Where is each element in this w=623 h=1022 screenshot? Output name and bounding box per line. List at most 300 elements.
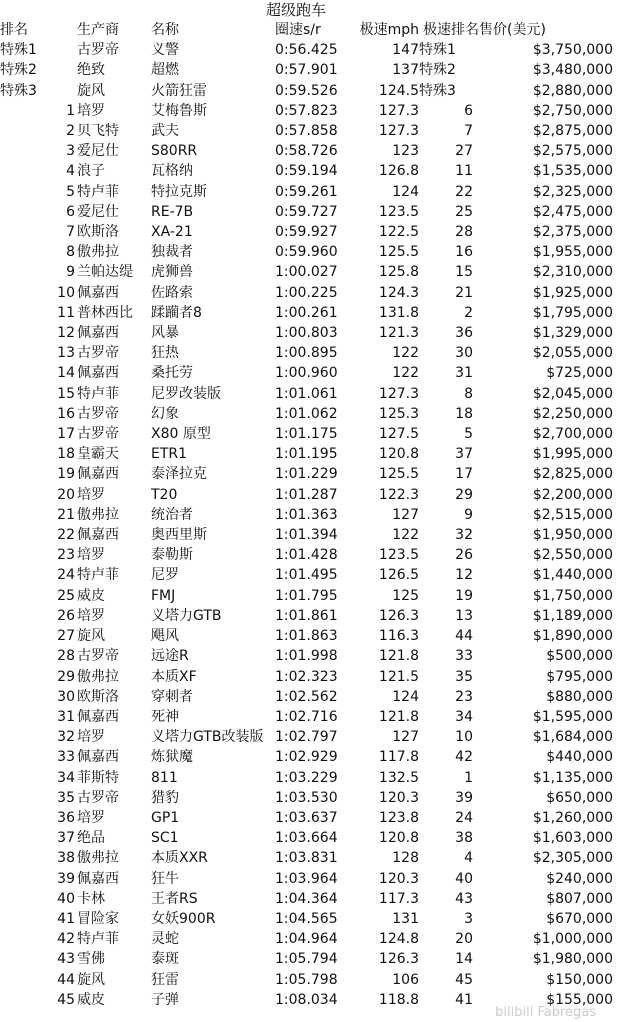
cell-price: $240,000 [546, 870, 613, 887]
cell-speed: 126.3 [378, 607, 419, 624]
table-row [0, 505, 623, 525]
cell-speed: 127.3 [378, 102, 419, 119]
cell-speed-rank: 39 [455, 789, 473, 806]
cell-name: SC1 [151, 830, 179, 847]
cell-maker: 佩嘉西 [77, 527, 119, 544]
cell-rank: 特殊3 [0, 82, 37, 99]
cell-rank: 4 [66, 163, 75, 180]
cell-name: RE-7B [151, 203, 194, 220]
cell-maker: 雪佛 [77, 951, 105, 968]
cell-lap: 0:59.194 [275, 163, 338, 180]
cell-rank: 41 [57, 910, 75, 927]
table-row [0, 121, 623, 141]
cell-rank: 36 [57, 809, 75, 826]
cell-name: 飓风 [151, 628, 179, 645]
cell-name: 义警 [151, 42, 179, 59]
cell-maker: 培罗 [77, 486, 105, 503]
cell-speed-rank: 40 [455, 870, 473, 887]
cell-name: 死神 [151, 708, 179, 725]
cell-lap: 1:01.863 [275, 628, 338, 645]
cell-maker: 傲弗拉 [77, 668, 119, 685]
cell-price: $2,515,000 [532, 506, 613, 523]
table-row [0, 363, 623, 383]
cell-lap: 0:57.858 [275, 123, 338, 140]
cell-maker: 普林西比 [77, 304, 133, 321]
cell-lap: 1:03.229 [275, 769, 338, 786]
cell-rank: 12 [57, 325, 75, 342]
table-row [0, 687, 623, 707]
cell-speed-rank: 7 [464, 123, 473, 140]
cell-speed-rank: 33 [455, 648, 473, 665]
cell-price: $2,875,000 [532, 123, 613, 140]
header-rank: 排名 [0, 22, 28, 38]
cell-price: $150,000 [546, 971, 613, 988]
cell-speed: 128 [392, 850, 419, 867]
cell-speed-rank: 26 [455, 547, 473, 564]
cell-maker: 浪子 [77, 163, 105, 180]
cell-lap: 0:59.960 [275, 244, 338, 261]
cell-speed-rank: 8 [464, 385, 473, 402]
sheet-title [0, 0, 600, 20]
watermark: bilibili Fabregas [495, 1005, 596, 1020]
cell-rank: 44 [57, 971, 75, 988]
table-row [0, 707, 623, 727]
cell-price: $1,329,000 [532, 325, 613, 342]
cell-name: 泰泽拉克 [151, 466, 207, 483]
cell-speed-rank: 9 [464, 506, 473, 523]
cell-maker: 傲弗拉 [77, 244, 119, 261]
cell-speed: 117.3 [378, 890, 419, 907]
cell-rank: 17 [57, 426, 75, 443]
cell-price: $1,000,000 [532, 931, 613, 948]
cell-speed-rank: 31 [455, 365, 473, 382]
cell-maker: 古罗帝 [77, 405, 119, 422]
cell-rank: 43 [57, 951, 75, 968]
cell-maker: 佩嘉西 [77, 466, 119, 483]
table-row [0, 323, 623, 343]
table-row [0, 40, 623, 60]
cell-rank: 29 [57, 668, 75, 685]
table-row [0, 606, 623, 626]
table-row [0, 869, 623, 889]
cell-rank: 10 [57, 284, 75, 301]
cell-lap: 1:01.428 [275, 547, 338, 564]
cell-speed-rank: 41 [455, 991, 473, 1008]
cell-speed: 131.8 [378, 304, 419, 321]
cell-speed: 126.3 [378, 951, 419, 968]
cell-lap: 1:01.795 [275, 587, 338, 604]
cell-lap: 1:00.027 [275, 264, 338, 281]
cell-lap: 0:56.425 [275, 42, 338, 59]
cell-lap: 1:03.964 [275, 870, 338, 887]
header-speed: 极速mph [359, 22, 419, 38]
cell-maker: 培罗 [77, 729, 105, 746]
cell-maker: 佩嘉西 [77, 749, 119, 766]
cell-name: 艾梅鲁斯 [151, 102, 207, 119]
cell-name: 远途R [151, 648, 189, 665]
cell-maker: 特卢菲 [77, 931, 119, 948]
table-row [0, 343, 623, 363]
cell-lap: 1:01.195 [275, 446, 338, 463]
cell-speed-rank: 38 [455, 830, 473, 847]
cell-lap: 1:02.716 [275, 708, 338, 725]
cell-rank: 28 [57, 648, 75, 665]
cell-speed: 127.5 [378, 426, 419, 443]
cell-price: $2,750,000 [532, 102, 613, 119]
cell-price: $807,000 [546, 890, 613, 907]
cell-rank: 24 [57, 567, 75, 584]
table-row [0, 182, 623, 202]
cell-speed-rank: 12 [455, 567, 473, 584]
cell-price: $1,795,000 [532, 304, 613, 321]
cell-speed-rank: 44 [455, 628, 473, 645]
cell-lap: 1:02.929 [275, 749, 338, 766]
table-row [0, 768, 623, 788]
table-row [0, 242, 623, 262]
cell-speed-rank: 1 [464, 769, 473, 786]
table-row [0, 586, 623, 606]
cell-name: 王者RS [151, 890, 198, 907]
cell-lap: 1:02.323 [275, 668, 338, 685]
cell-price: $2,310,000 [532, 264, 613, 281]
cell-price: $795,000 [546, 668, 613, 685]
cell-lap: 1:03.831 [275, 850, 338, 867]
cell-speed-rank: 18 [455, 405, 473, 422]
cell-lap: 1:04.964 [275, 931, 338, 948]
cell-maker: 特卢菲 [77, 567, 119, 584]
cell-name: 本质XF [151, 668, 197, 685]
table-row [0, 646, 623, 666]
cell-price: $500,000 [546, 648, 613, 665]
cell-rank: 20 [57, 486, 75, 503]
cell-lap: 1:01.175 [275, 426, 338, 443]
cell-speed: 147 [392, 42, 419, 59]
cell-rank: 11 [57, 304, 75, 321]
cell-speed: 124.5 [378, 82, 419, 99]
cell-price: $2,200,000 [532, 486, 613, 503]
cell-speed: 124 [392, 688, 419, 705]
cell-price: $1,925,000 [532, 284, 613, 301]
cell-speed: 122 [392, 365, 419, 382]
cell-speed-rank: 特殊2 [419, 62, 456, 79]
cell-price: $155,000 [546, 991, 613, 1008]
cell-speed-rank: 3 [464, 910, 473, 927]
table-row [0, 889, 623, 909]
cell-speed: 125.5 [378, 244, 419, 261]
cell-rank: 特殊1 [0, 42, 37, 59]
cell-speed-rank: 23 [455, 688, 473, 705]
cell-maker: 绝品 [77, 830, 105, 847]
cell-rank: 27 [57, 628, 75, 645]
cell-speed-rank: 21 [455, 284, 473, 301]
table-row [0, 464, 623, 484]
cell-maker: 古罗帝 [77, 42, 119, 59]
cell-speed-rank: 4 [464, 850, 473, 867]
cell-speed: 125.8 [378, 264, 419, 281]
table-row [0, 949, 623, 969]
cell-maker: 佩嘉西 [77, 365, 119, 382]
cell-price: $2,880,000 [532, 82, 613, 99]
cell-maker: 威皮 [77, 991, 105, 1008]
table-row [0, 161, 623, 181]
cell-speed-rank: 10 [455, 729, 473, 746]
cell-lap: 1:03.530 [275, 789, 338, 806]
supercar-table [0, 20, 623, 1010]
cell-maker: 特卢菲 [77, 385, 119, 402]
cell-rank: 45 [57, 991, 75, 1008]
cell-lap: 1:03.664 [275, 830, 338, 847]
cell-name: X80 原型 [151, 426, 211, 443]
cell-speed-rank: 43 [455, 890, 473, 907]
cell-rank: 15 [57, 385, 75, 402]
table-row [0, 788, 623, 808]
cell-rank: 23 [57, 547, 75, 564]
cell-lap: 0:59.261 [275, 183, 338, 200]
cell-price: $1,135,000 [532, 769, 613, 786]
cell-speed-rank: 17 [455, 466, 473, 483]
cell-speed: 121.8 [378, 708, 419, 725]
cell-speed-rank: 30 [455, 345, 473, 362]
cell-maker: 佩嘉西 [77, 708, 119, 725]
cell-maker: 傲弗拉 [77, 506, 119, 523]
cell-rank: 35 [57, 789, 75, 806]
table-row [0, 667, 623, 687]
cell-maker: 菲斯特 [77, 769, 119, 786]
cell-speed-rank: 45 [455, 971, 473, 988]
table-row [0, 747, 623, 767]
cell-name: T20 [151, 486, 178, 503]
cell-speed: 120.3 [378, 870, 419, 887]
cell-name: 义塔力GTB改装版 [151, 729, 264, 746]
table-row [0, 101, 623, 121]
table-row [0, 444, 623, 464]
cell-speed: 106 [392, 971, 419, 988]
sheet-title-text: 超级跑车 [266, 1, 327, 19]
cell-maker: 古罗帝 [77, 426, 119, 443]
cell-price: $1,995,000 [532, 446, 613, 463]
cell-rank: 2 [66, 123, 75, 140]
cell-speed: 125.3 [378, 405, 419, 422]
cell-speed: 123.8 [378, 809, 419, 826]
cell-rank: 32 [57, 729, 75, 746]
cell-price: $2,375,000 [532, 224, 613, 241]
cell-lap: 1:04.364 [275, 890, 338, 907]
cell-price: $880,000 [546, 688, 613, 705]
table-row [0, 424, 623, 444]
cell-speed: 121.3 [378, 325, 419, 342]
cell-lap: 1:05.798 [275, 971, 338, 988]
cell-price: $1,595,000 [532, 708, 613, 725]
cell-speed: 132.5 [378, 769, 419, 786]
cell-price: $3,480,000 [532, 62, 613, 79]
cell-name: 虎狮兽 [151, 264, 193, 281]
cell-price: $1,260,000 [532, 809, 613, 826]
cell-rank: 33 [57, 749, 75, 766]
cell-speed-rank: 28 [455, 224, 473, 241]
cell-maker: 威皮 [77, 587, 105, 604]
cell-price: $650,000 [546, 789, 613, 806]
cell-speed-rank: 14 [455, 951, 473, 968]
cell-lap: 1:08.034 [275, 991, 338, 1008]
table-row [0, 485, 623, 505]
table-row [0, 626, 623, 646]
cell-name: 蹂躏者8 [151, 304, 202, 321]
cell-rank: 19 [57, 466, 75, 483]
cell-lap: 1:00.261 [275, 304, 338, 321]
table-row [0, 222, 623, 242]
cell-maker: 兰帕达缇 [77, 264, 133, 281]
table-row [0, 727, 623, 747]
cell-maker: 特卢菲 [77, 183, 119, 200]
cell-rank: 16 [57, 405, 75, 422]
cell-rank: 13 [57, 345, 75, 362]
cell-lap: 1:00.803 [275, 325, 338, 342]
header-lap: 圈速s/r [275, 22, 321, 38]
cell-speed-rank: 11 [455, 163, 473, 180]
table-row [0, 545, 623, 565]
table-row [0, 970, 623, 990]
cell-speed-rank: 24 [455, 809, 473, 826]
cell-rank: 31 [57, 708, 75, 725]
cell-price: $1,955,000 [532, 244, 613, 261]
cell-name: ETR1 [151, 446, 188, 463]
cell-speed-rank: 35 [455, 668, 473, 685]
cell-price: $1,603,000 [532, 830, 613, 847]
cell-rank: 3 [66, 143, 75, 160]
cell-speed: 120.3 [378, 789, 419, 806]
cell-lap: 1:01.061 [275, 385, 338, 402]
cell-price: $1,189,000 [532, 607, 613, 624]
cell-speed: 123.5 [378, 203, 419, 220]
cell-price: $440,000 [546, 749, 613, 766]
cell-rank: 26 [57, 607, 75, 624]
cell-rank: 39 [57, 870, 75, 887]
cell-rank: 34 [57, 769, 75, 786]
cell-price: $3,750,000 [532, 42, 613, 59]
cell-maker: 古罗帝 [77, 648, 119, 665]
cell-name: 幻象 [151, 405, 179, 422]
cell-lap: 1:01.998 [275, 648, 338, 665]
cell-rank: 30 [57, 688, 75, 705]
table-row [0, 828, 623, 848]
cell-speed: 123.5 [378, 547, 419, 564]
cell-name: S80RR [151, 143, 198, 160]
cell-maker: 培罗 [77, 607, 105, 624]
cell-name: 火箭狂雷 [151, 82, 207, 99]
cell-speed-rank: 16 [455, 244, 473, 261]
cell-name: 统治者 [151, 506, 193, 523]
cell-name: 泰勒斯 [151, 547, 193, 564]
cell-price: $1,950,000 [532, 527, 613, 544]
cell-name: 武夫 [151, 123, 179, 140]
cell-rank: 特殊2 [0, 62, 37, 79]
cell-speed-rank: 2 [464, 304, 473, 321]
cell-rank: 5 [66, 183, 75, 200]
cell-name: 独裁者 [151, 244, 193, 261]
table-row [0, 909, 623, 929]
table-row [0, 81, 623, 101]
cell-name: 猎豹 [151, 789, 179, 806]
cell-speed: 122 [392, 527, 419, 544]
table-row [0, 808, 623, 828]
cell-name: 狂雷 [151, 971, 179, 988]
table-row [0, 283, 623, 303]
cell-price: $1,684,000 [532, 729, 613, 746]
cell-price: $2,305,000 [532, 850, 613, 867]
cell-price: $2,575,000 [532, 143, 613, 160]
table-row [0, 404, 623, 424]
cell-price: $2,475,000 [532, 203, 613, 220]
cell-speed-rank: 25 [455, 203, 473, 220]
header-speed-rank: 极速排名 [423, 22, 479, 38]
cell-name: XA-21 [151, 224, 193, 241]
cell-lap: 0:59.927 [275, 224, 338, 241]
cell-name: 义塔力GTB [151, 607, 222, 624]
cell-price: $2,700,000 [532, 426, 613, 443]
cell-name: GP1 [151, 809, 180, 826]
cell-lap: 1:03.637 [275, 809, 338, 826]
cell-lap: 1:00.960 [275, 365, 338, 382]
cell-maker: 古罗帝 [77, 789, 119, 806]
cell-speed: 137 [392, 62, 419, 79]
table-body [0, 40, 623, 1010]
cell-price: $2,250,000 [532, 405, 613, 422]
table-row [0, 525, 623, 545]
cell-speed: 120.8 [378, 830, 419, 847]
table-row [0, 929, 623, 949]
cell-lap: 1:00.895 [275, 345, 338, 362]
cell-lap: 0:57.901 [275, 62, 338, 79]
header-maker: 生产商 [77, 22, 119, 38]
table-row [0, 565, 623, 585]
cell-lap: 1:01.394 [275, 527, 338, 544]
cell-speed: 127.3 [378, 123, 419, 140]
cell-speed-rank: 13 [455, 607, 473, 624]
cell-speed: 124.8 [378, 931, 419, 948]
cell-maker: 佩嘉西 [77, 870, 119, 887]
cell-name: 桑托劳 [151, 365, 193, 382]
cell-name: 子弹 [151, 991, 179, 1008]
cell-maker: 欧斯洛 [77, 688, 119, 705]
cell-speed-rank: 特殊3 [419, 82, 456, 99]
table-row [0, 848, 623, 868]
cell-rank: 22 [57, 527, 75, 544]
cell-speed-rank: 37 [455, 446, 473, 463]
table-row [0, 202, 623, 222]
cell-speed: 126.5 [378, 567, 419, 584]
cell-speed: 127 [392, 506, 419, 523]
cell-name: 811 [151, 769, 178, 786]
cell-lap: 0:58.726 [275, 143, 338, 160]
table-row [0, 303, 623, 323]
cell-maker: 贝飞特 [77, 123, 119, 140]
cell-lap: 1:01.861 [275, 607, 338, 624]
cell-speed: 125.5 [378, 466, 419, 483]
header-name: 名称 [151, 22, 179, 38]
cell-maker: 皇霸天 [77, 446, 119, 463]
cell-name: 炼狱魔 [151, 749, 193, 766]
cell-price: $2,825,000 [532, 466, 613, 483]
cell-speed: 120.8 [378, 446, 419, 463]
header-price: 售价(美元) [479, 22, 546, 38]
cell-maker: 爱尼仕 [77, 203, 119, 220]
cell-rank: 18 [57, 446, 75, 463]
cell-rank: 37 [57, 830, 75, 847]
cell-maker: 旋风 [77, 971, 105, 988]
cell-name: 泰斑 [151, 951, 179, 968]
cell-name: 风暴 [151, 325, 179, 342]
cell-name: 奥西里斯 [151, 527, 207, 544]
